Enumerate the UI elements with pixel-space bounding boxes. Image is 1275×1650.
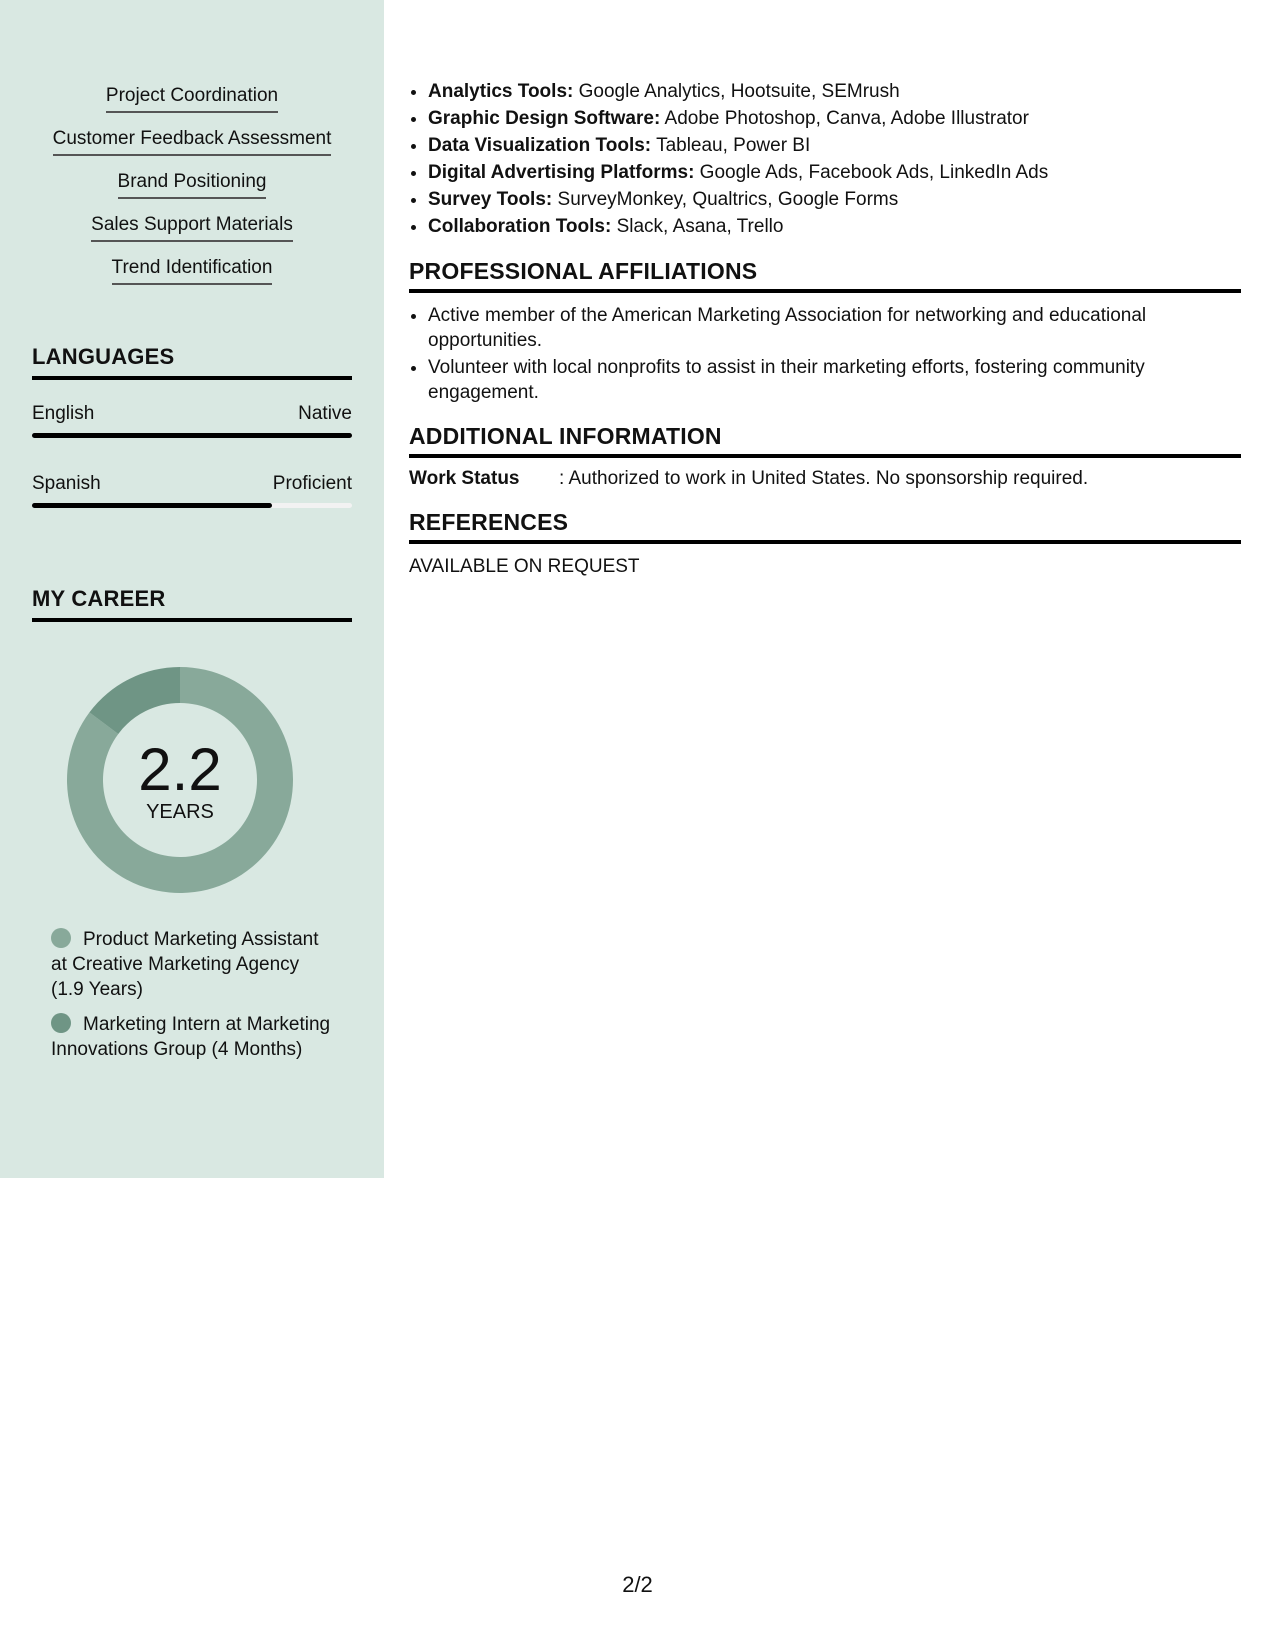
tool-item — [428, 132, 1241, 159]
main-content — [409, 78, 1241, 578]
career-center — [67, 667, 293, 893]
references-title: REFERENCES — [409, 509, 1241, 544]
tool-item — [428, 78, 1241, 105]
tool-value: Adobe Photoshop, Canva, Adobe Illustrator — [664, 108, 1029, 129]
skill-tag: Trend Identification — [112, 256, 273, 285]
language-level: Native — [298, 403, 352, 424]
tool-label: Graphic Design Software: — [428, 108, 661, 129]
career-legend — [51, 927, 331, 1072]
skill-tag: Project Coordination — [106, 84, 278, 113]
tool-label: Digital Advertising Platforms: — [428, 162, 695, 183]
legend-item — [51, 1012, 331, 1062]
tool-item — [428, 105, 1241, 132]
skill-tag: Customer Feedback Assessment — [53, 127, 332, 156]
legend-label: Marketing Intern at Marketing Innovations Group (4 Months) — [51, 1014, 331, 1060]
page-number: 2/2 — [622, 1572, 653, 1597]
affiliations-title: PROFESSIONAL AFFILIATIONS — [409, 258, 1241, 293]
tool-label: Survey Tools: — [428, 189, 553, 210]
language-level: Proficient — [272, 473, 352, 494]
tool-value: SurveyMonkey, Qualtrics, Google Forms — [557, 189, 899, 210]
tool-label: Analytics Tools: — [428, 81, 574, 102]
tool-item — [428, 213, 1241, 240]
references-text: AVAILABLE ON REQUEST — [409, 556, 640, 577]
affiliation-item: • Active member of the American Marketing Association for networking and educational opportunities. — [428, 303, 1241, 353]
work-status-label: Work Status — [409, 468, 520, 489]
legend-item — [51, 927, 331, 1002]
tool-label: Data Visualization Tools: — [428, 135, 652, 156]
legend-dot — [51, 928, 71, 948]
tool-value: Google Analytics, Hootsuite, SEMrush — [578, 81, 900, 102]
tool-value: Slack, Asana, Trello — [616, 216, 784, 237]
tool-item — [428, 186, 1241, 213]
additional-info-title: ADDITIONAL INFORMATION — [409, 423, 1241, 458]
language-bar-fill — [32, 503, 272, 508]
language-name: English — [32, 403, 95, 424]
legend-label: Product Marketing Assistant at Creative Marketing Agency (1.9 Years) — [51, 929, 319, 1000]
legend-dot — [51, 1013, 71, 1033]
work-status-row — [409, 467, 1241, 491]
skill-tag: Sales Support Materials — [91, 213, 293, 242]
language-bar-english — [32, 433, 352, 438]
language-bar-fill — [32, 433, 352, 438]
tool-value: Google Ads, Facebook Ads, LinkedIn Ads — [699, 162, 1049, 183]
affiliations-list — [409, 303, 1241, 405]
tool-label: Collaboration Tools: — [428, 216, 612, 237]
language-name: Spanish — [32, 473, 101, 494]
work-status-value: : Authorized to work in United States. No sponsorship required. — [559, 468, 1089, 489]
tool-item — [428, 159, 1241, 186]
career-total-years: 2.2 — [138, 736, 222, 803]
skills-list — [0, 84, 384, 299]
career-title: MY CAREER — [32, 586, 352, 622]
language-bar-spanish — [32, 503, 352, 508]
language-row-spanish — [32, 473, 352, 495]
career-unit: YEARS — [146, 801, 214, 823]
tool-value: Tableau, Power BI — [656, 135, 811, 156]
language-row-english — [32, 403, 352, 425]
sidebar — [0, 0, 384, 1178]
skill-tag: Brand Positioning — [118, 170, 267, 199]
languages-title: LANGUAGES — [32, 344, 352, 380]
tools-list — [409, 78, 1241, 240]
affiliation-item: • Volunteer with local nonprofits to assist in their marketing efforts, fostering community engagement. — [428, 355, 1241, 405]
